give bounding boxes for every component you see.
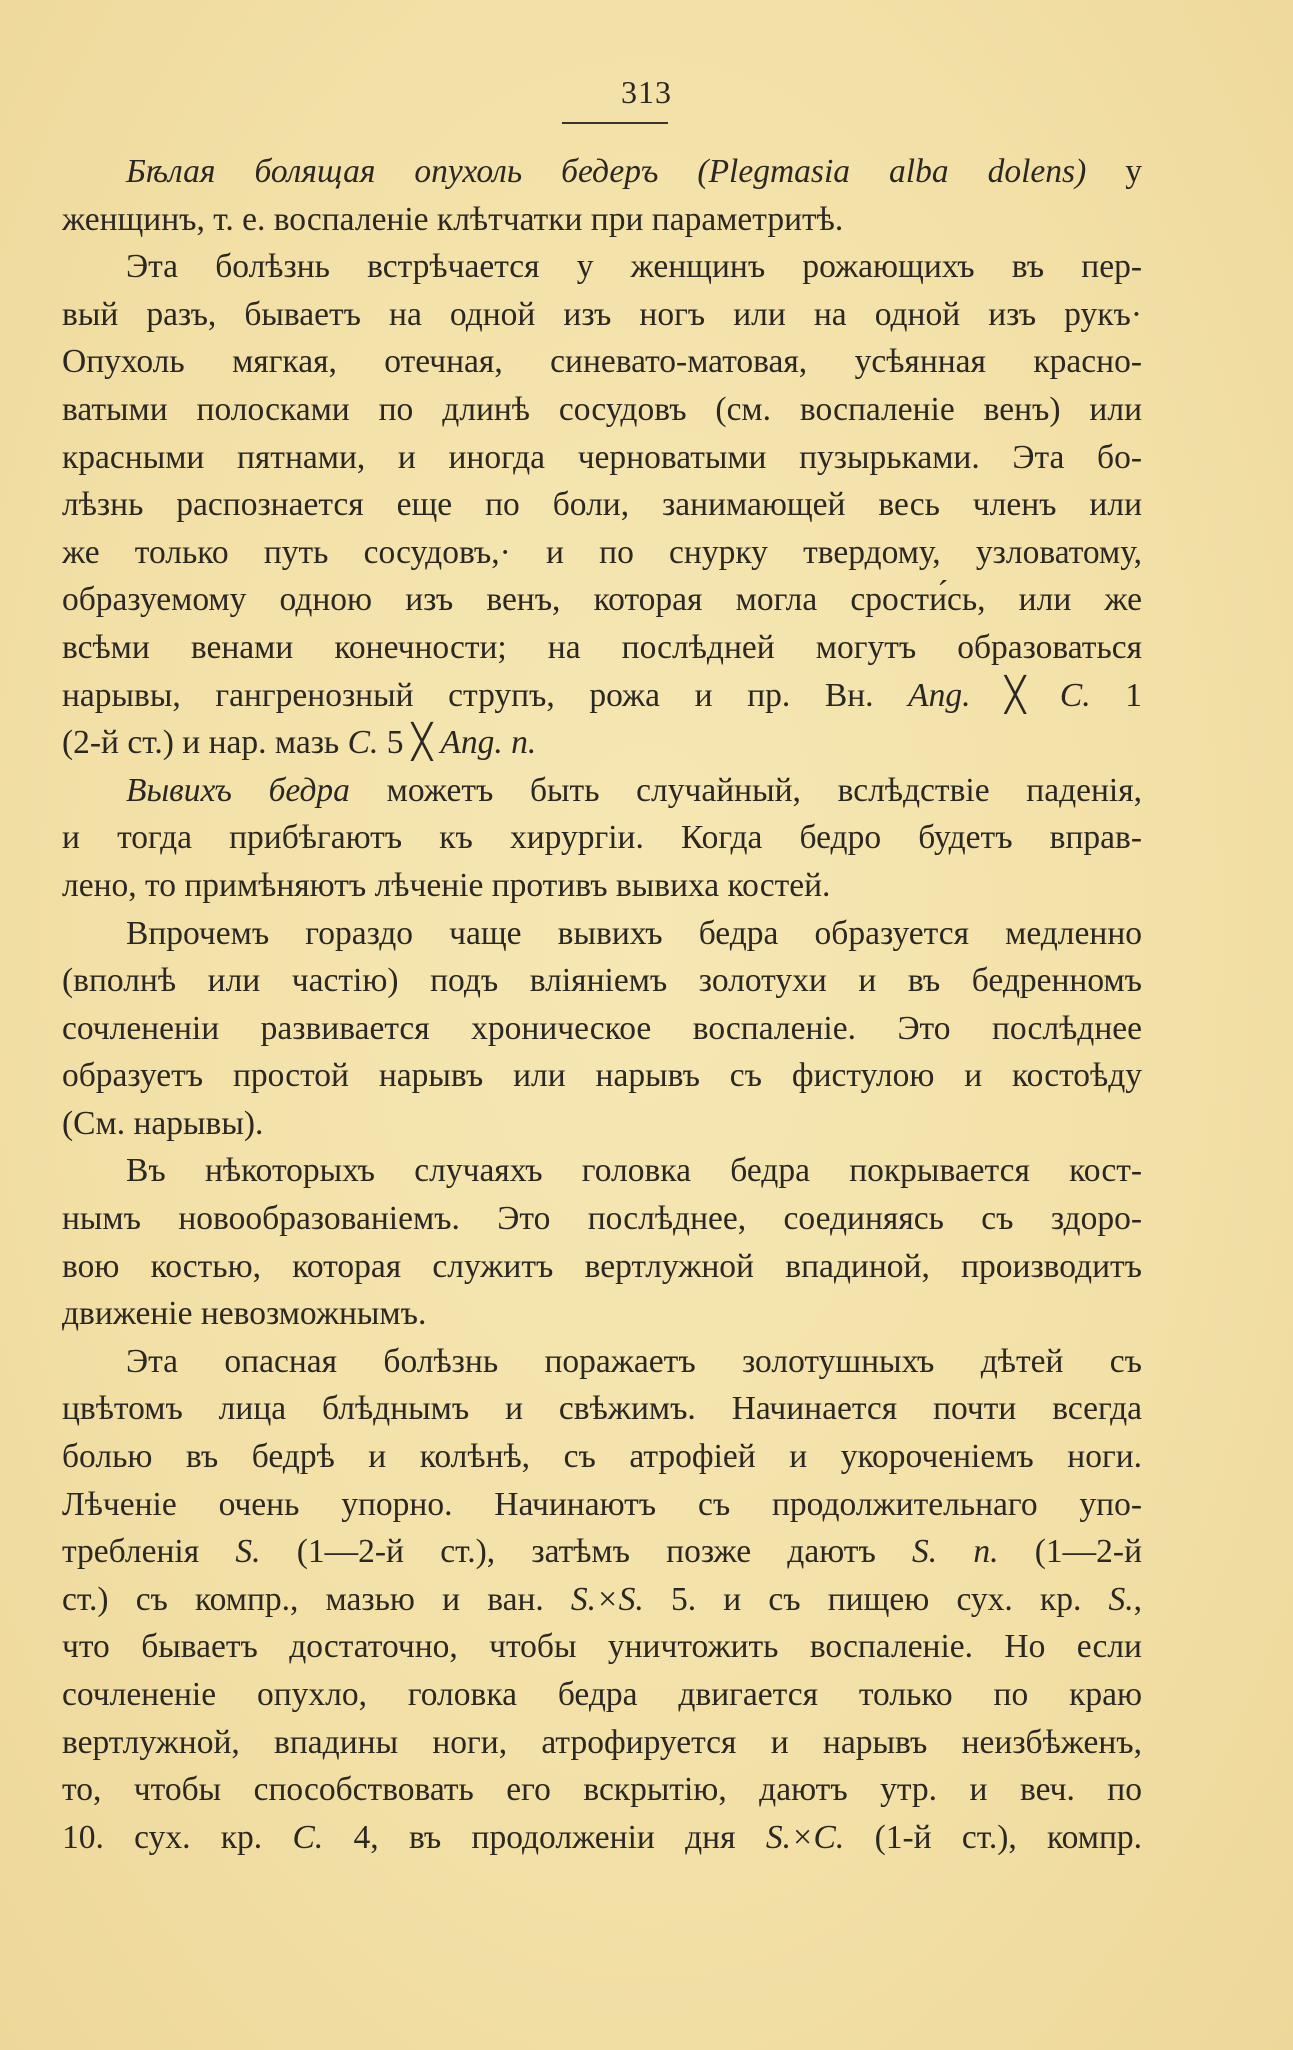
text-segment: Эта болѣзнь встрѣчается у женщинъ рожающихъ въ пер-	[126, 248, 1142, 286]
text-segment: (1—2-й	[998, 1533, 1142, 1571]
italic-text-segment: Ang.	[908, 676, 971, 714]
text-segment: ватыми полосками по длинѣ сосудовъ (см. воспаленіе венъ) или	[62, 390, 1142, 428]
text-line	[62, 814, 1142, 862]
text-line	[62, 1147, 1142, 1195]
text-segment: вою костью, которая служитъ вертлужной впадиной, производитъ	[62, 1247, 1142, 1285]
text-segment: лено, то примѣняютъ лѣченіе противъ вывиха костей.	[62, 866, 831, 904]
text-line	[62, 481, 1142, 529]
text-line	[62, 1338, 1142, 1386]
italic-text-segment: Бѣлая болящая опухоль бедеръ (Plegmasia alba dolens)	[126, 153, 1087, 190]
text-line	[62, 1766, 1142, 1814]
text-segment: (1-й ст.), компр.	[844, 1818, 1142, 1856]
italic-text-segment: S.×S.	[570, 1580, 644, 1618]
text-segment: Въ нѣкоторыхъ случаяхъ головка бедра покрывается кост-	[126, 1152, 1142, 1190]
italic-text-segment: C.	[1059, 676, 1091, 714]
text-segment: нарывы, гангренозный струпъ, рожа и пр. Вн.	[62, 676, 909, 714]
text-segment: Опухоль мягкая, отечная, синевато-матовая, усѣянная красно-	[62, 343, 1142, 381]
text-segment: вертлужной, впадины ноги, атрофируется и нарывъ неизбѣженъ,	[62, 1723, 1142, 1761]
text-segment: (2-й ст.) и нар. мазь	[62, 724, 348, 762]
text-line	[62, 1719, 1142, 1767]
text-line	[62, 862, 1142, 910]
text-segment: всѣми венами конечности; на послѣдней могутъ образоваться	[62, 628, 1142, 666]
text-line	[62, 338, 1142, 386]
text-segment: 4, въ продолженіи дня	[323, 1818, 766, 1856]
text-segment: (См. нарывы).	[62, 1104, 264, 1142]
text-segment: красными пятнами, и иногда черноватыми пузырьками. Эта бо-	[62, 438, 1142, 476]
text-segment: Эта опасная болѣзнь поражаетъ золотушныхъ дѣтей съ	[126, 1342, 1142, 1380]
text-segment: сочлененіе опухло, головка бедра двигается только по краю	[62, 1676, 1142, 1713]
text-line	[62, 1100, 1142, 1148]
text-line	[62, 1481, 1142, 1529]
text-segment: нымъ новообразованіемъ. Это послѣднее, соединяясь съ здоро-	[62, 1200, 1142, 1238]
italic-text-segment: S. n.	[912, 1533, 999, 1571]
text-line	[62, 1528, 1142, 1576]
text-line	[62, 148, 1142, 196]
text-segment: ╳	[970, 676, 1060, 714]
text-segment: (вполнѣ или частію) подъ вліяніемъ золотухи и въ бедренномъ	[62, 962, 1142, 1000]
text-segment: сочлененіи развивается хроническое воспаленіе. Это послѣднее	[62, 1009, 1142, 1047]
text-line	[62, 767, 1142, 815]
text-segment: 5. и съ пищею сух. кр.	[643, 1580, 1109, 1618]
text-line	[62, 196, 1142, 244]
italic-text-segment: S.	[1108, 1580, 1134, 1618]
text-line	[62, 243, 1142, 291]
text-segment: движеніе невозможнымъ.	[62, 1295, 427, 1333]
text-segment: 1	[1090, 676, 1142, 714]
text-segment: и тогда прибѣгаютъ къ хирургіи. Когда бедро будетъ вправ-	[62, 819, 1142, 857]
text-line	[62, 291, 1142, 339]
text-segment: лѣзнь распознается еще по боли, занимающей весь членъ или	[62, 486, 1142, 524]
italic-text-segment: S.×C.	[765, 1818, 845, 1856]
text-segment: 5 ╳	[378, 724, 441, 762]
text-segment: Лѣченіе очень упорно. Начинаютъ съ продолжительнаго упо-	[62, 1485, 1142, 1523]
italic-text-segment: Вывихъ бедра	[126, 771, 350, 809]
text-line	[62, 910, 1142, 958]
text-line	[62, 386, 1142, 434]
text-line	[62, 1290, 1142, 1338]
text-segment: то, чтобы способствовать его вскрытію, даютъ утр. и веч. по	[62, 1771, 1142, 1809]
text-line	[62, 1385, 1142, 1433]
text-segment: же только путь сосудовъ,· и по снурку твердому, узловатому,	[62, 533, 1142, 571]
page-number-rule	[562, 122, 668, 124]
text-line	[62, 1195, 1142, 1243]
text-line	[62, 576, 1142, 624]
text-segment: требленія	[62, 1533, 236, 1571]
text-segment: ,	[1133, 1580, 1142, 1618]
text-segment: можетъ быть случайный, вслѣдствіе паденія,	[349, 771, 1142, 809]
text-line	[62, 1623, 1142, 1671]
text-line	[62, 672, 1142, 720]
text-segment: образуетъ простой нарывъ или нарывъ съ фистулою и костоѣду	[62, 1057, 1142, 1095]
text-segment: 10. сух. кр.	[62, 1818, 293, 1856]
text-segment: у	[1086, 153, 1142, 190]
page-number: 313	[621, 74, 672, 110]
text-segment: что бываетъ достаточно, чтобы уничтожить воспаленіе. Но если	[62, 1628, 1142, 1666]
body-text	[62, 148, 1142, 1861]
text-line	[62, 1671, 1142, 1719]
text-segment: вый разъ, бываетъ на одной изъ ногъ или на одной изъ рукъ·	[62, 295, 1142, 333]
italic-text-segment: C.	[347, 724, 379, 762]
text-line	[62, 529, 1142, 577]
text-segment: Впрочемъ гораздо чаще вывихъ бедра образуется медленно	[126, 914, 1142, 952]
text-line	[62, 1052, 1142, 1100]
text-line	[62, 1005, 1142, 1053]
italic-text-segment: Ang. n.	[440, 724, 537, 762]
text-segment: (1—2-й ст.), затѣмъ позже даютъ	[260, 1533, 913, 1571]
text-line	[62, 624, 1142, 672]
text-line	[62, 957, 1142, 1005]
text-line	[62, 434, 1142, 482]
text-line	[62, 1243, 1142, 1291]
text-segment: образуемому одною изъ венъ, которая могла срости́сь, или же	[62, 581, 1142, 619]
text-line	[62, 1433, 1142, 1481]
text-line	[62, 1576, 1142, 1624]
text-segment: цвѣтомъ лица блѣднымъ и свѣжимъ. Начинается почти всегда	[62, 1390, 1142, 1428]
text-segment: женщинъ, т. е. воспаленіе клѣтчатки при параметритѣ.	[62, 200, 844, 238]
text-line	[62, 719, 1142, 767]
text-line	[62, 1814, 1142, 1862]
italic-text-segment: S.	[235, 1533, 261, 1571]
italic-text-segment: C.	[292, 1818, 324, 1856]
text-segment: болью въ бедрѣ и колѣнѣ, съ атрофіей и укороченіемъ ноги.	[62, 1438, 1142, 1476]
text-segment: ст.) съ компр., мазью и ван.	[62, 1580, 571, 1618]
